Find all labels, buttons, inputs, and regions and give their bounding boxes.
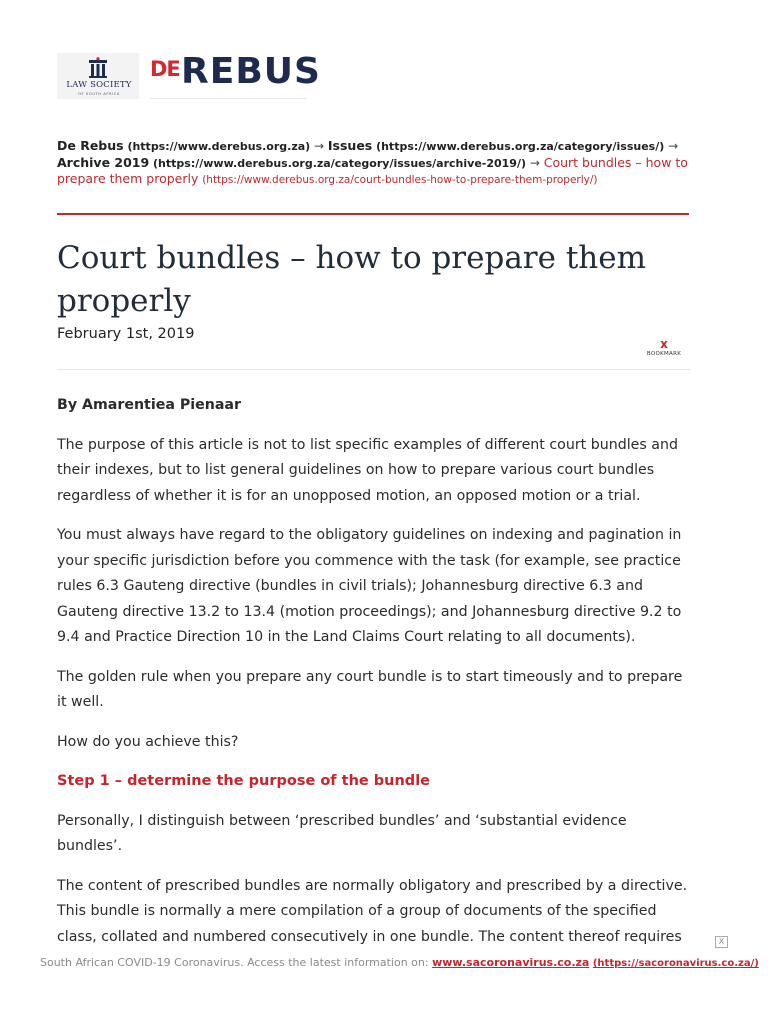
covid-link[interactable]: www.sacoronavirus.co.za — [432, 956, 590, 969]
de-rebus-wordmark: REBUS — [181, 51, 321, 92]
bookmark-button[interactable] — [641, 338, 687, 357]
covid-banner-message: South African COVID-19 Coronavirus. Access the latest information on: — [40, 956, 429, 969]
breadcrumb-url-archive[interactable]: (https://www.derebus.org.za/category/issues/archive-2019/) — [153, 156, 527, 170]
breadcrumb-separator: → — [314, 139, 325, 153]
covid-link-url[interactable]: (https://sacoronavirus.co.za/) — [592, 958, 759, 969]
breadcrumb — [57, 138, 697, 189]
law-society-name: LAW SOCIETY — [66, 80, 132, 90]
paragraph: You must always have regard to the obligatory guidelines on indexing and pagination in your specific jurisdiction before you commence with the task (for example, see practice rules 6.3 Gauteng directive (bundles in civil trials); Johannesburg directive 6.3 and Gauteng directive 13.2 to 13.4 (motion proceedings); and Johannesburg directive 9.2 to 9.4 and Practice Direction 10 in the Land Claims Court relating to all documents). — [57, 527, 682, 645]
section-heading-step-1: Step 1 – determine the purpose of the bundle — [57, 773, 430, 789]
breadcrumb-current-url[interactable]: (https://www.derebus.org.za/court-bundles-how-to-prepare-them-properly/) — [202, 174, 598, 186]
breadcrumb-item-de-rebus[interactable]: De Rebus — [57, 138, 124, 153]
article-body — [57, 393, 693, 964]
article-author: By Amarentiea Pienaar — [57, 397, 241, 413]
publish-date: February 1st, 2019 — [57, 326, 195, 342]
covid-banner — [0, 937, 768, 1024]
paragraph: Personally, I distinguish between ‘prescribed bundles’ and ‘substantial evidence bundles’. — [57, 812, 627, 854]
breadcrumb-item-archive[interactable]: Archive 2019 — [57, 154, 150, 170]
title-divider — [57, 369, 691, 370]
breadcrumb-current[interactable]: Court bundles – how to prepare them properly — [57, 154, 688, 186]
page-title: Court bundles – how to prepare them properly — [57, 240, 646, 319]
breadcrumb-url-de-rebus[interactable]: (https://www.derebus.org.za) — [127, 140, 311, 153]
breadcrumb-separator: → — [529, 155, 540, 170]
covid-banner-text — [40, 956, 759, 969]
law-society-sub: OF SOUTH AFRICA — [78, 92, 120, 96]
bookmark-label: BOOKMARK — [646, 351, 682, 357]
site-logos — [57, 50, 321, 102]
paragraph: The content of prescribed bundles are normally obligatory and prescribed by a directive. This bundle is normally a mere compilation of a group of documents of the specified class, collated and numbered consecutively in one bundle. The content thereof requires — [57, 877, 688, 945]
paragraph: The purpose of this article is not to list specific examples of different court bundles and their indexes, but to list general guidelines on how to prepare various court bundles regardless of whether it is for an unopposed motion, an opposed motion or a trial. — [57, 436, 678, 504]
breadcrumb-url-issues[interactable]: (https://www.derebus.org.za/category/issues/) — [376, 140, 665, 153]
bookmark-icon: x — [660, 337, 668, 351]
law-society-logo[interactable] — [57, 53, 139, 99]
breadcrumb-separator: → — [668, 139, 679, 153]
breadcrumb-item-issues[interactable]: Issues — [327, 138, 373, 153]
paragraph: The golden rule when you prepare any court bundle is to start timeously and to prepare it well. — [57, 668, 683, 710]
close-icon[interactable]: X — [715, 936, 728, 948]
law-society-emblem-icon — [88, 57, 108, 79]
header-divider — [57, 213, 689, 215]
de-rebus-prefix: DE — [150, 57, 180, 81]
logo-divider — [150, 98, 307, 99]
paragraph: How do you achieve this? — [57, 733, 239, 750]
